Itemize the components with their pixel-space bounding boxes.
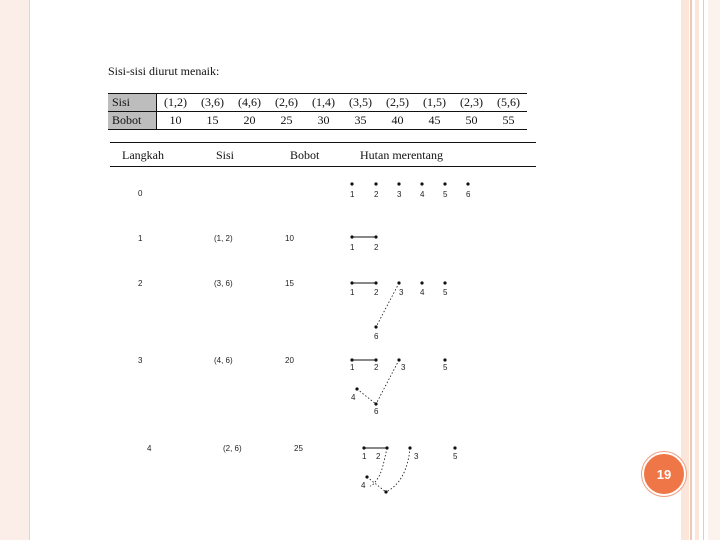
weight-cell: 45 [416, 112, 453, 130]
svg-text:2: 2 [374, 288, 379, 297]
svg-text:3: 3 [401, 363, 406, 372]
svg-text:3: 3 [399, 288, 404, 297]
svg-text:2: 2 [374, 363, 379, 372]
svg-text:4: 4 [351, 393, 356, 402]
svg-text:2: 2 [376, 452, 381, 461]
svg-text:5: 5 [453, 452, 458, 461]
forest-step-1 [350, 235, 379, 252]
header-langkah: Langkah [122, 148, 164, 162]
step-langkah: 4 [147, 444, 152, 453]
edge-cell: (1,5) [416, 94, 453, 112]
svg-text:4: 4 [420, 288, 425, 297]
weight-row-label: Bobot [108, 112, 157, 130]
forest-step-3 [350, 358, 448, 416]
step-bobot: 10 [285, 234, 294, 243]
header-sisi: Sisi [216, 148, 235, 162]
edge-cell: (3,5) [342, 94, 379, 112]
weight-cell: 35 [342, 112, 379, 130]
weight-cell: 30 [305, 112, 342, 130]
edge-cell: (3,6) [194, 94, 231, 112]
weight-cell: 55 [490, 112, 527, 130]
forest-step-2 [350, 281, 448, 341]
svg-text:6: 6 [374, 407, 379, 416]
weight-cell: 50 [453, 112, 490, 130]
weight-cell: 20 [231, 112, 268, 130]
step-langkah: 1 [138, 234, 143, 243]
weight-cell: 25 [268, 112, 305, 130]
svg-text:6: 6 [466, 190, 471, 199]
step-bobot: 25 [294, 444, 303, 453]
svg-text:3: 3 [414, 452, 419, 461]
step-langkah: 2 [138, 279, 143, 288]
svg-text:5: 5 [443, 288, 448, 297]
weight-cell: 40 [379, 112, 416, 130]
svg-text:2: 2 [374, 243, 379, 252]
edge-cell: (2,6) [268, 94, 305, 112]
forest-step-0 [350, 182, 471, 199]
forest-step-4 [361, 446, 458, 493]
svg-text:1: 1 [350, 243, 355, 252]
step-sisi: (1, 2) [214, 234, 233, 243]
svg-text:2: 2 [374, 190, 379, 199]
step-bobot: 20 [285, 356, 294, 365]
step-langkah: 3 [138, 356, 143, 365]
step-bobot: 15 [285, 279, 294, 288]
header-bobot: Bobot [290, 148, 320, 162]
edge-cell: (4,6) [231, 94, 268, 112]
edge-cell: (1,2) [157, 94, 195, 112]
svg-text:5: 5 [443, 363, 448, 372]
edge-row-label: Sisi [108, 94, 157, 112]
svg-text:3: 3 [397, 190, 402, 199]
svg-text:4: 4 [361, 481, 366, 490]
edge-cell: (5,6) [490, 94, 527, 112]
svg-text:5: 5 [443, 190, 448, 199]
svg-text:6: 6 [374, 332, 379, 341]
step-sisi: (2, 6) [223, 444, 242, 453]
weight-cell: 10 [157, 112, 195, 130]
edge-cell: (2,3) [453, 94, 490, 112]
edge-cell: (2,5) [379, 94, 416, 112]
svg-text:1: 1 [350, 190, 355, 199]
caption-text: Sisi-sisi diurut menaik: [108, 64, 220, 78]
svg-text:4: 4 [420, 190, 425, 199]
slide-number-badge: 19 [642, 452, 686, 496]
step-sisi: (4, 6) [214, 356, 233, 365]
svg-text:1: 1 [350, 288, 355, 297]
edge-cell: (1,4) [305, 94, 342, 112]
step-langkah: 0 [138, 189, 143, 198]
weight-cell: 15 [194, 112, 231, 130]
svg-text:1: 1 [350, 363, 355, 372]
svg-text:1: 1 [362, 452, 367, 461]
header-hutan-merentang: Hutan merentang [360, 148, 443, 162]
step-sisi: (3, 6) [214, 279, 233, 288]
